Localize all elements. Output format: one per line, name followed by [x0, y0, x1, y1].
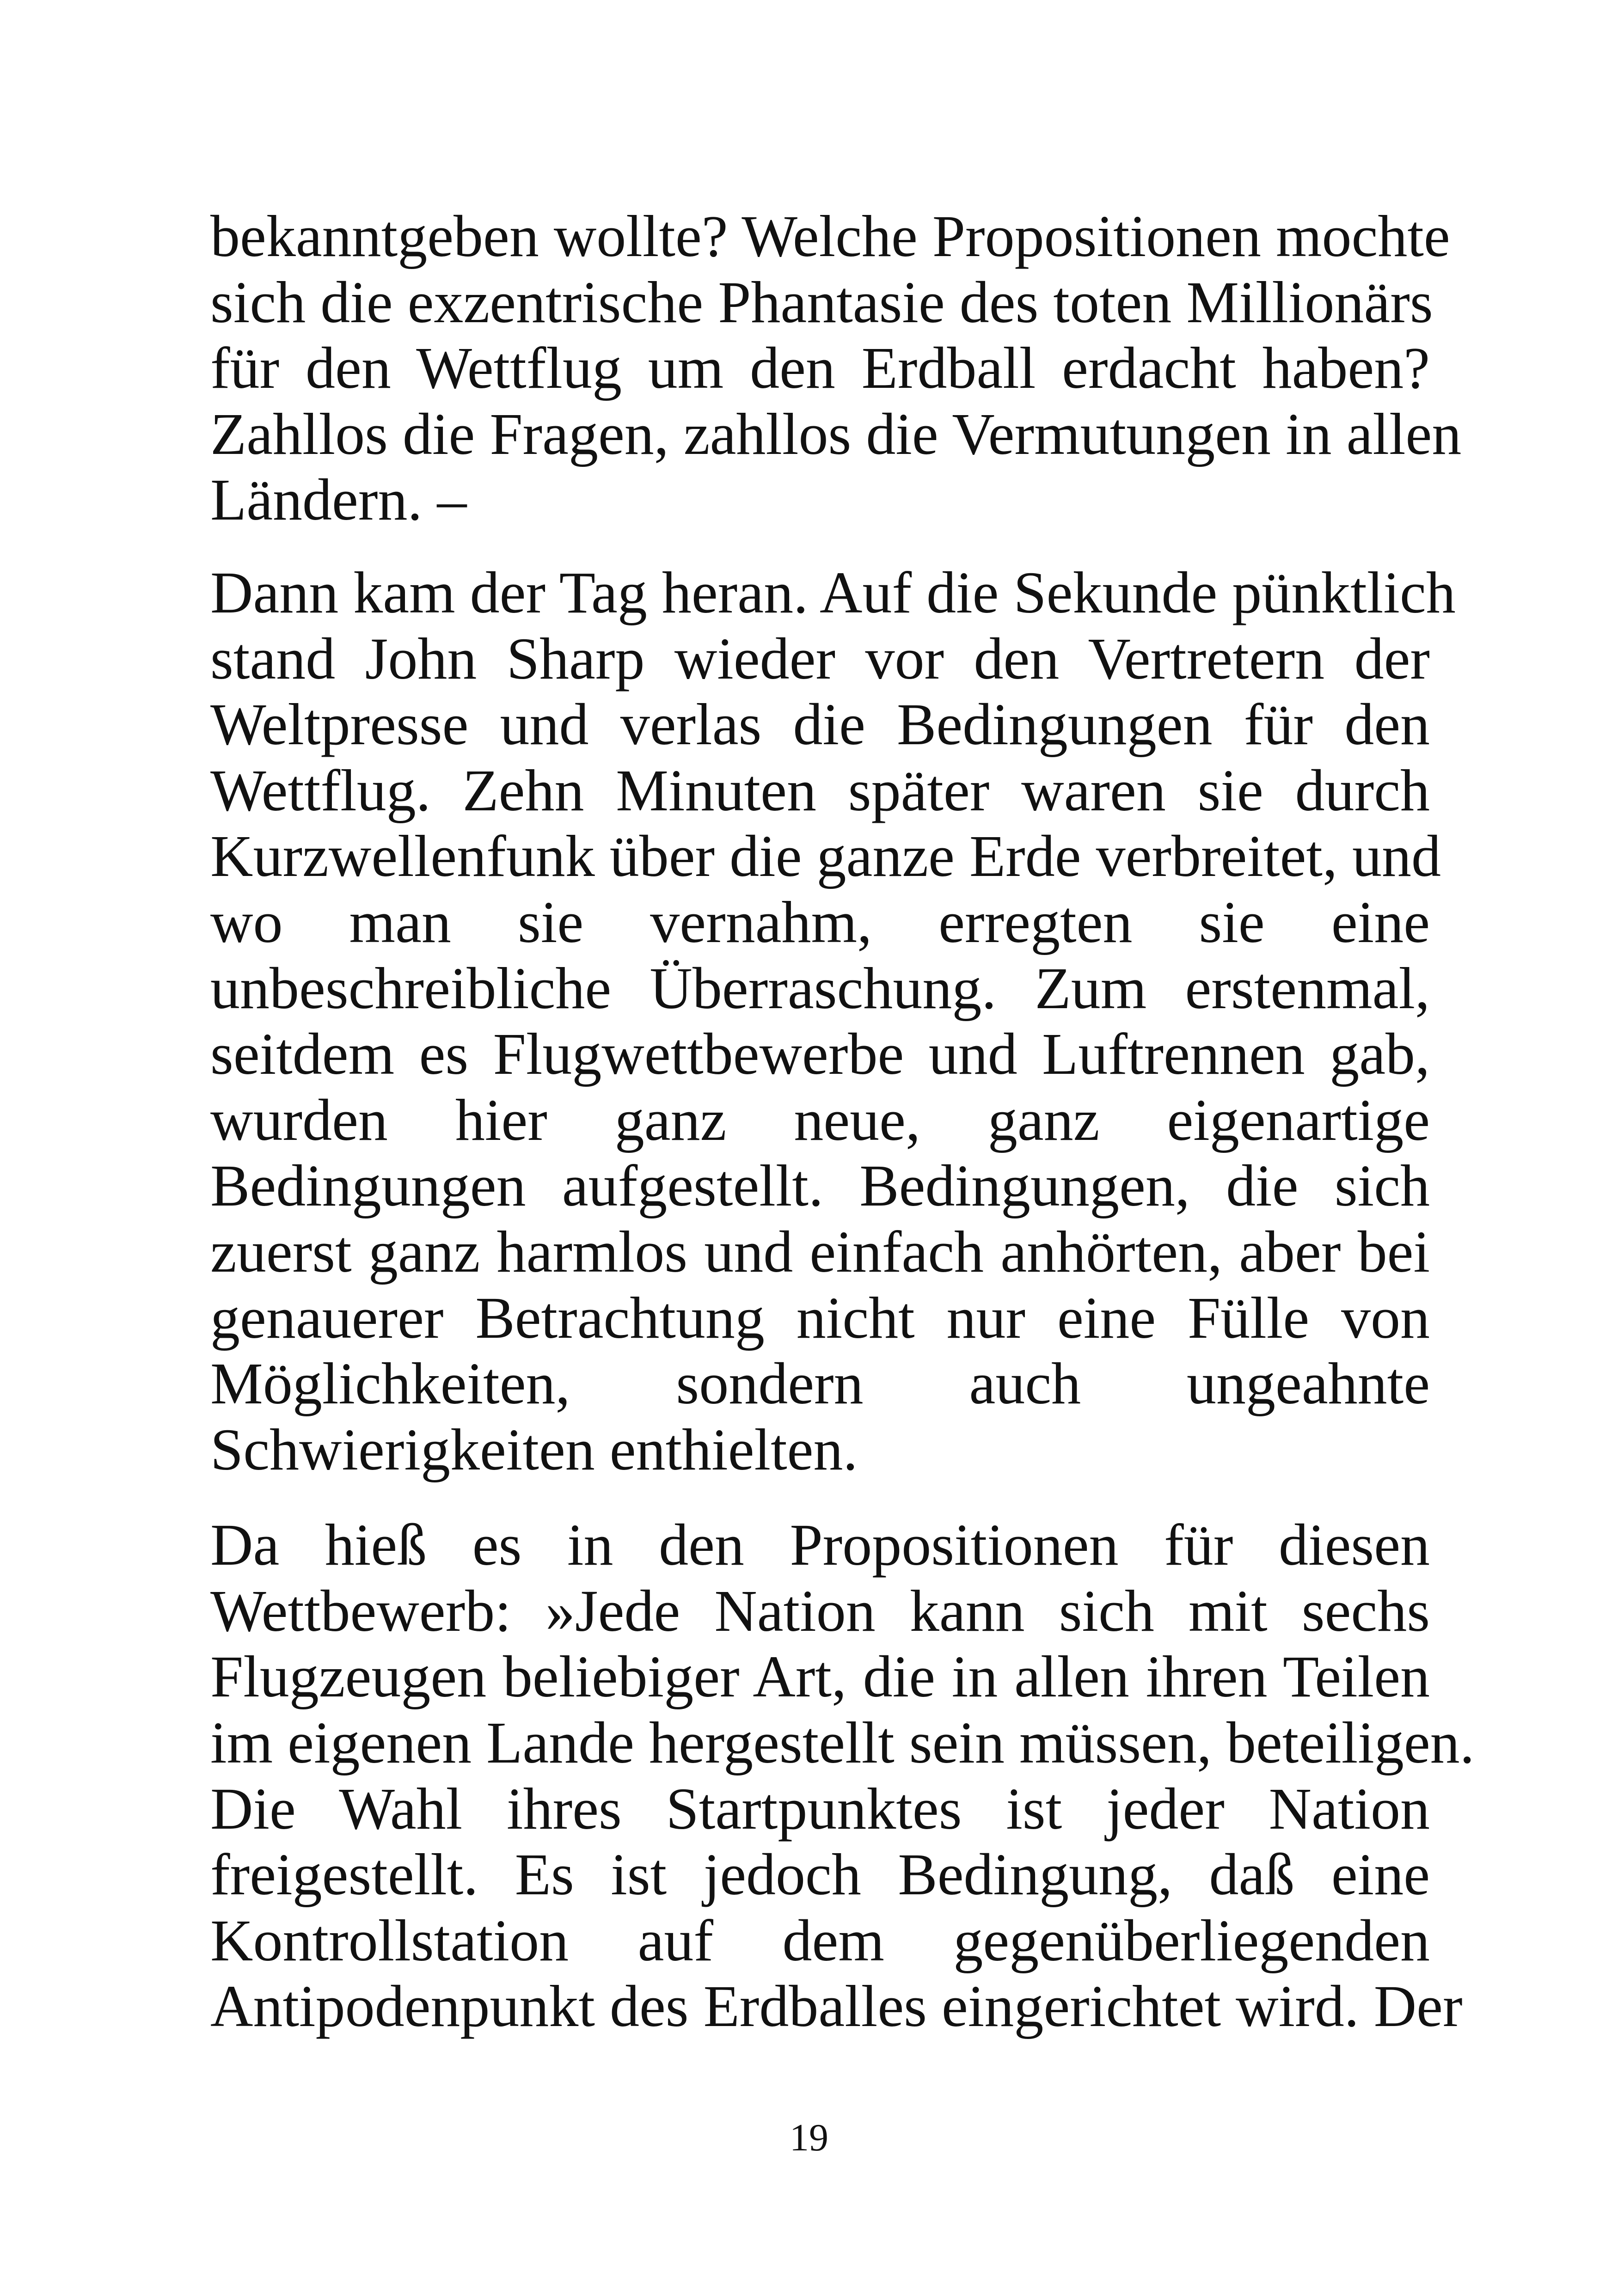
text-line: Kurzwellenfunk über die ganze Erde verbreitet, und: [210, 823, 1441, 889]
text-line: wo man sie vernahm, erregten sie eine: [210, 889, 1430, 955]
text-line: für den Wettflug um den Erdball erdacht haben?: [210, 335, 1430, 401]
text-line: seitdem es Flugwettbewerbe und Luftrennen gab,: [210, 1021, 1430, 1087]
text-line: Möglichkeiten, sondern auch ungeahnte: [210, 1351, 1430, 1417]
text-line: Flugzeugen beliebiger Art, die in allen ihren Teilen: [210, 1644, 1430, 1710]
text-line: im eigenen Lande hergestellt sein müssen, beteiligen.: [210, 1710, 1475, 1776]
text-line: wurden hier ganz neue, ganz eigenartige: [210, 1087, 1430, 1153]
text-line: Dann kam der Tag heran. Auf die Sekunde pünktlich: [210, 559, 1456, 625]
text-line: Zahllos die Fragen, zahllos die Vermutungen in allen: [210, 401, 1462, 467]
paragraph-2: [210, 559, 1456, 1482]
text-line: bekanntgeben wollte? Welche Propositionen mochte: [210, 203, 1450, 269]
text-line: stand John Sharp wieder vor den Vertretern der: [210, 625, 1430, 692]
text-line: unbeschreibliche Überraschung. Zum erstenmal,: [210, 955, 1430, 1021]
text-line: sich die exzentrische Phantasie des toten Millionärs: [210, 269, 1433, 335]
paragraph-gap: [210, 533, 1430, 560]
paragraph-3: [210, 1512, 1475, 2039]
text-line: Kontrollstation auf dem gegenüberliegenden: [210, 1907, 1430, 1973]
text-line: Ländern. –: [210, 467, 467, 533]
page-number: 19: [790, 2116, 828, 2159]
text-line: Da hieß es in den Propositionen für diesen: [210, 1512, 1430, 1578]
text-line: zuerst ganz harmlos und einfach anhörten, aber bei: [210, 1218, 1430, 1285]
text-line: Die Wahl ihres Startpunktes ist jeder Nation: [210, 1776, 1430, 1842]
text-line: Wettflug. Zehn Minuten später waren sie durch: [210, 757, 1430, 823]
text-line: genauerer Betrachtung nicht nur eine Fülle von: [210, 1285, 1430, 1351]
paragraph-1: [210, 203, 1462, 533]
paragraph-gap: [210, 1482, 1430, 1512]
text-line: Weltpresse und verlas die Bedingungen für den: [210, 692, 1430, 758]
text-line: Schwierigkeiten enthielten.: [210, 1416, 858, 1482]
text-line: Wettbewerb: »Jede Nation kann sich mit sechs: [210, 1578, 1430, 1644]
body-text: [210, 203, 1475, 2039]
text-line: Antipodenpunkt des Erdballes eingerichtet wird. Der: [210, 1973, 1463, 2039]
text-line: freigestellt. Es ist jedoch Bedingung, daß eine: [210, 1842, 1430, 1908]
text-line: Bedingungen aufgestellt. Bedingungen, die sich: [210, 1153, 1430, 1219]
